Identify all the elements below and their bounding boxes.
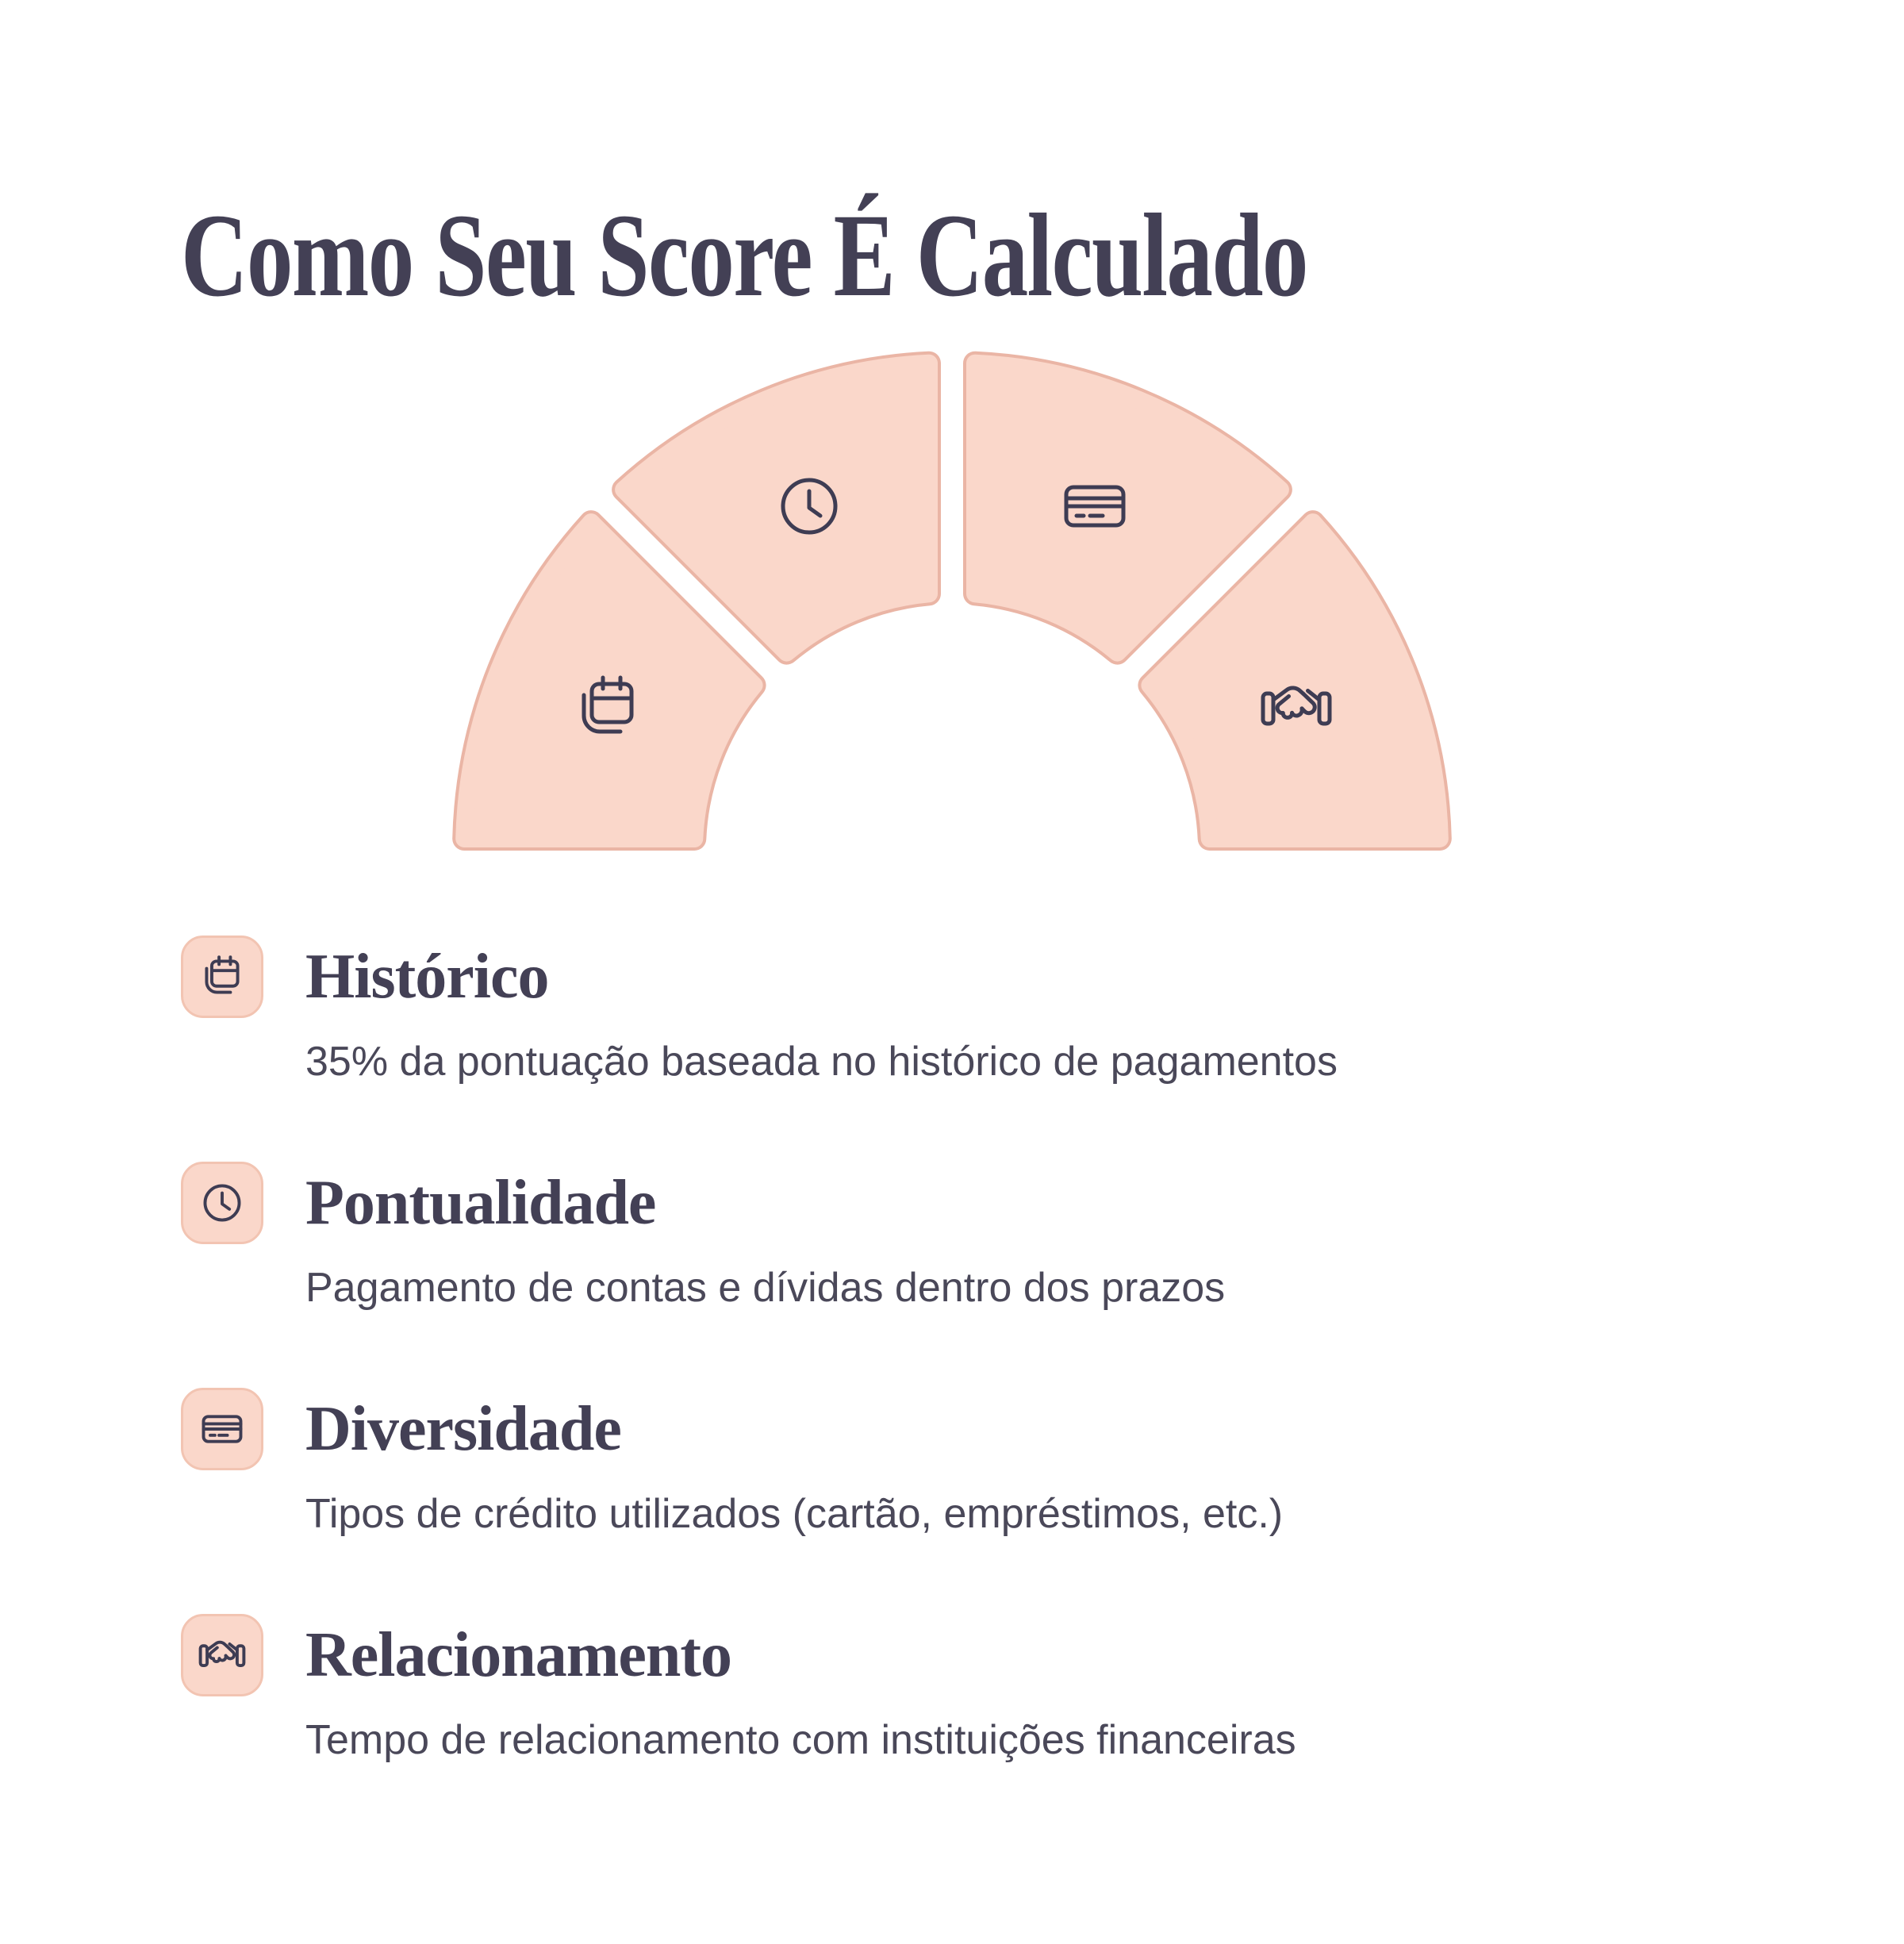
factor-item-historico — [181, 936, 1688, 1162]
factor-description: Pagamento de contas e dívidas dentro dos prazos — [305, 1265, 1226, 1311]
calendar-icon — [198, 953, 246, 1001]
factor-icon-badge — [181, 1388, 263, 1470]
factor-title: Diversidade — [305, 1394, 621, 1464]
factor-title: Pontualidade — [305, 1168, 656, 1238]
factor-description: Tempo de relacionamento com instituições financeiras — [305, 1717, 1296, 1763]
factor-description: Tipos de crédito utilizados (cartão, empréstimos, etc.) — [305, 1491, 1284, 1537]
factor-item-pontualidade — [181, 1162, 1688, 1388]
score-gauge — [440, 339, 1464, 878]
clock-icon — [198, 1179, 246, 1227]
factor-item-diversidade — [181, 1388, 1688, 1614]
factor-texts — [305, 1614, 1688, 1768]
factor-icon-badge — [181, 1614, 263, 1696]
factor-icon-badge — [181, 936, 263, 1018]
handshake-icon — [198, 1631, 246, 1679]
factor-icon-badge — [181, 1162, 263, 1244]
factor-item-relacionamento — [181, 1614, 1688, 1840]
factor-title: Histórico — [305, 942, 549, 1012]
factor-description: 35% da pontuação baseada no histórico de pagamentos — [305, 1039, 1338, 1085]
factors-list — [181, 936, 1688, 1840]
page-title: Como Seu Score É Calculado — [181, 190, 1307, 321]
factor-texts — [305, 936, 1688, 1089]
factor-texts — [305, 1162, 1688, 1316]
factor-title: Relacionamento — [305, 1620, 732, 1690]
factor-texts — [305, 1388, 1688, 1542]
credit-card-icon — [198, 1405, 246, 1453]
